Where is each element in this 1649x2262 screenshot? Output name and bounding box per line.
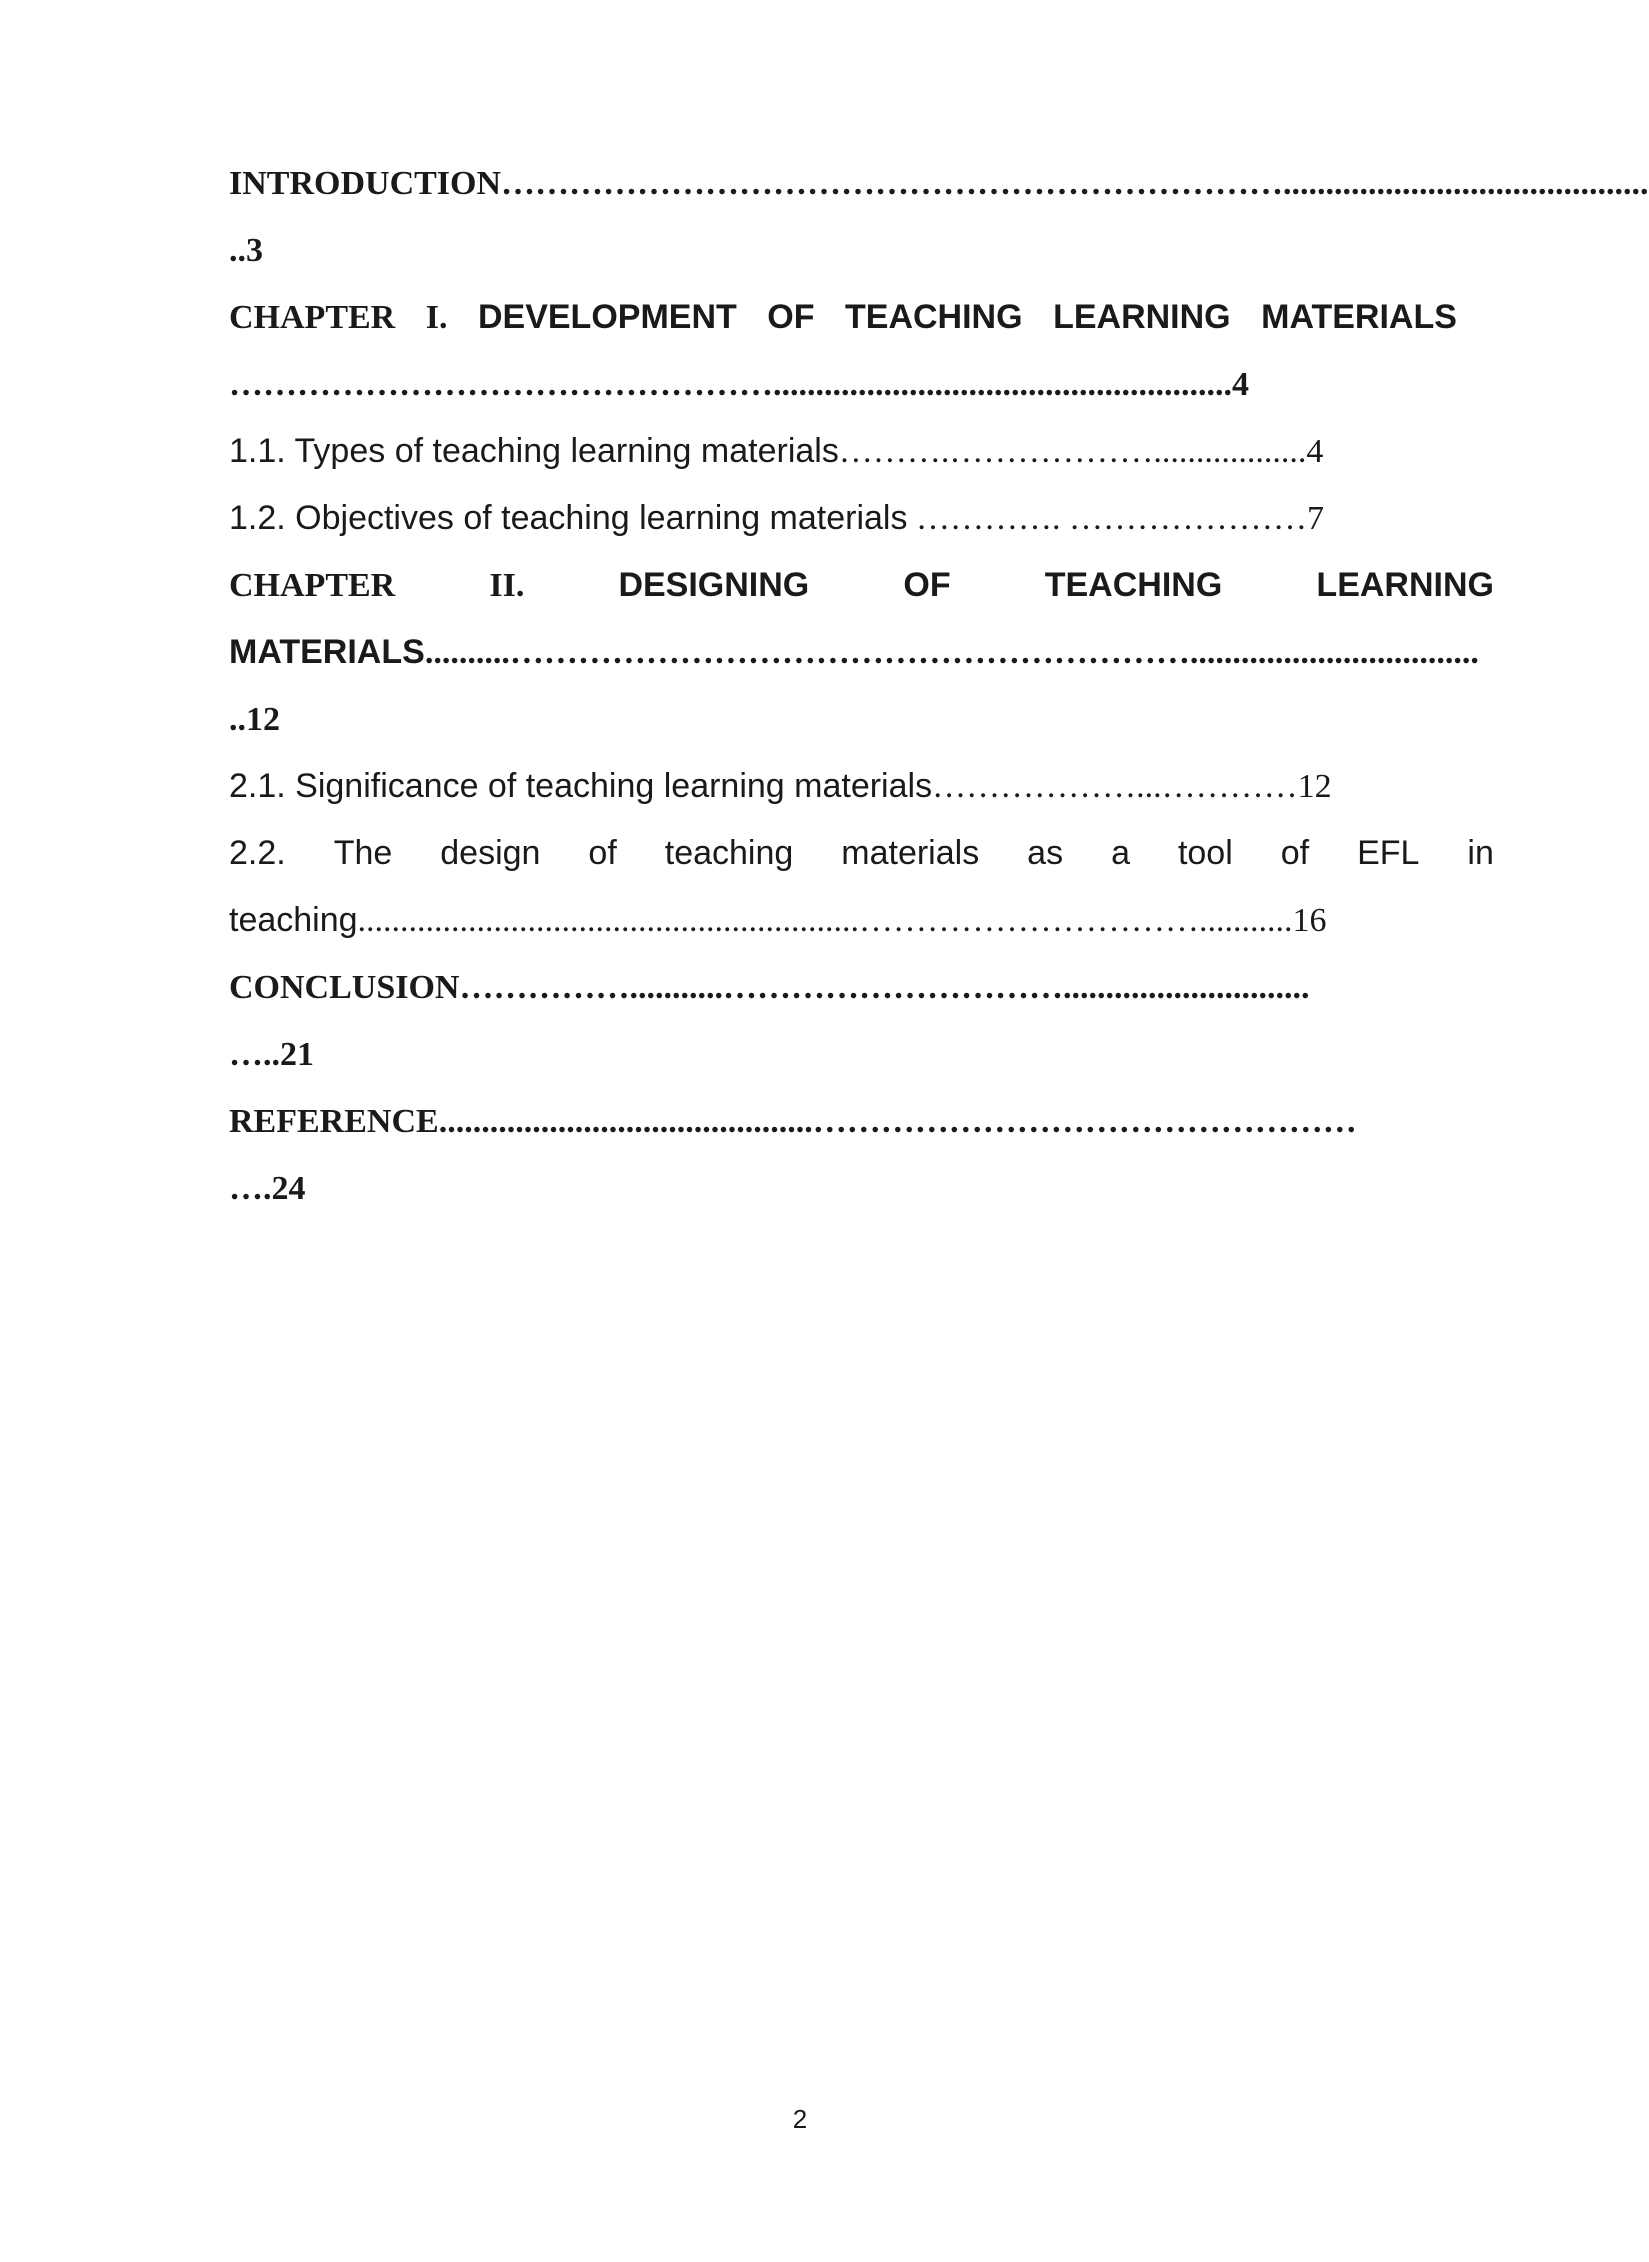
toc-label: REFERENCE [229,1103,439,1140]
toc-label: 2.1. Significance of teaching learning materials [229,767,933,805]
toc-page-number: ..3 [229,232,263,269]
toc-leader-line [229,351,1494,418]
toc-entry-reference [229,1088,1494,1155]
toc-entry-chapter-2 [229,552,1494,619]
toc-entry-1-2 [229,485,1494,552]
toc-word: TEACHING [1044,566,1223,604]
toc-word: EFL [1357,834,1420,872]
toc-word: MATERIALS [1261,298,1457,336]
toc-word: design [440,834,541,872]
toc-word: a [1111,834,1130,872]
toc-word: tool [1177,834,1233,872]
toc-word: LEARNING [1053,298,1231,336]
toc-entry-2-2-cont [229,887,1494,954]
toc-page-number: 4 [1232,366,1249,403]
toc-word: CHAPTER [229,299,396,336]
toc-entry-chapter-1 [229,284,1494,351]
toc-entry-conclusion [229,954,1494,1021]
toc-label: 1.2. Objectives of teaching learning materials [229,499,908,537]
toc-word: materials [841,834,980,872]
toc-word: II. [489,567,525,604]
toc-leader: ……………...........…………………………............................. [459,969,1310,1006]
toc-page-number: ..12 [229,701,280,738]
toc-leader: ..........…………………………………………………….................................. [424,634,1479,671]
toc-leader: ...........................................................…………………………........... [357,902,1293,939]
toc-leader: …………………………………………...................................................... [229,366,1232,403]
toc-word: OF [903,566,951,604]
toc-label: teaching [229,901,358,939]
toc-leader: ............................................………………………………………… [438,1103,1357,1140]
toc-word: DESIGNING [618,566,810,604]
toc-page-number: 16 [1292,902,1327,939]
toc-word: 2.2. [229,834,286,872]
toc-leader: …………. ………………… [907,500,1307,537]
toc-word: of [588,834,617,872]
toc-word: in [1467,834,1494,872]
toc-label: INTRODUCTION [229,165,502,202]
toc-leader: ………………...………… [932,768,1298,805]
toc-page-number: 7 [1306,500,1324,537]
toc-entry-2-1 [229,753,1494,820]
toc-word: I. [425,299,448,336]
toc-entry-1-1 [229,418,1494,485]
toc-label: CONCLUSION [229,969,460,1006]
toc-page-number: …..21 [229,1036,314,1073]
toc-word: DEVELOPMENT [477,298,737,336]
toc-word: as [1027,834,1064,872]
toc-word: CHAPTER [229,567,396,604]
toc-page-number: 12 [1297,768,1332,805]
toc-entry-introduction [229,150,1649,217]
toc-label: MATERIALS [229,633,425,671]
toc-word: of [1280,834,1310,872]
toc-word: OF [767,298,815,336]
toc-word: teaching [664,834,794,872]
toc-label: 1.1. Types of teaching learning materials [229,432,839,470]
toc-leader: ……………………………………………………………........................................... [501,165,1649,202]
toc-page-number: 4 [1306,433,1324,470]
toc-entry-2-2 [229,820,1494,887]
table-of-contents [229,150,1649,1222]
toc-word: The [333,834,393,872]
toc-page-number: ….24 [229,1170,306,1207]
toc-word: TEACHING [845,298,1023,336]
toc-entry-chapter-2-cont [229,619,1494,686]
toc-word: LEARNING [1316,566,1494,604]
page-number: 2 [792,2104,808,2134]
toc-leader: ……….……………….................. [838,433,1307,470]
